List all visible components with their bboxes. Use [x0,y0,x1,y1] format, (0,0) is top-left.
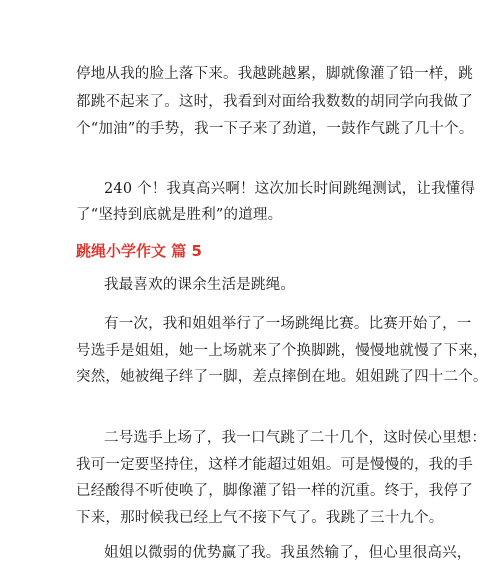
text-line: 我可一定要坚持住，这样才能超过姐姐。可是慢慢的，我的手 [76,457,473,473]
text-line: 已经酸得不听使唤了，脚像灌了铅一样的沉重。终于，我停了 [76,483,473,499]
text-line: 二号选手上场了，我一口气跳了二十几个，这时侯心里想： [104,430,487,446]
text-line: 个“加油”的手势，我一下子来了劲道，一鼓作气跳了几十个。 [76,121,474,137]
text-line: 停地从我的脸上落下来。我越跳越累，脚就像灌了铅一样，跳 [76,66,473,82]
text-line: 我最喜欢的课余生活是跳绳。 [104,277,296,293]
text-line: 号选手是姐姐，她一上场就来了个换脚跳，慢慢地就慢了下来， [76,343,488,359]
text-line: 都跳不起来了。这时，我看到对面给我数数的胡同学向我做了 [76,94,473,110]
text-line: 下来，那时候我已经上气不接下气了。我跳了三十九个。 [76,510,444,526]
text-line: 了“坚持到底就是胜利”的道理。 [76,207,283,223]
text-line: 240 个！我真高兴啊！这次加长时间跳绳测试，让我懂得 [104,181,476,197]
text-line: 有一次，我和姐姐举行了一场跳绳比赛。比赛开始了，一 [104,316,472,332]
text-line: 姐姐以微弱的优势赢了我。我虽然输了，但心里很高兴， [104,545,472,561]
text-line: 突然，她被绳子绊了一脚，差点摔倒在地。姐姐跳了四十二个。 [76,369,488,385]
section-heading: 跳绳小学作文 篇 5 [76,242,202,260]
